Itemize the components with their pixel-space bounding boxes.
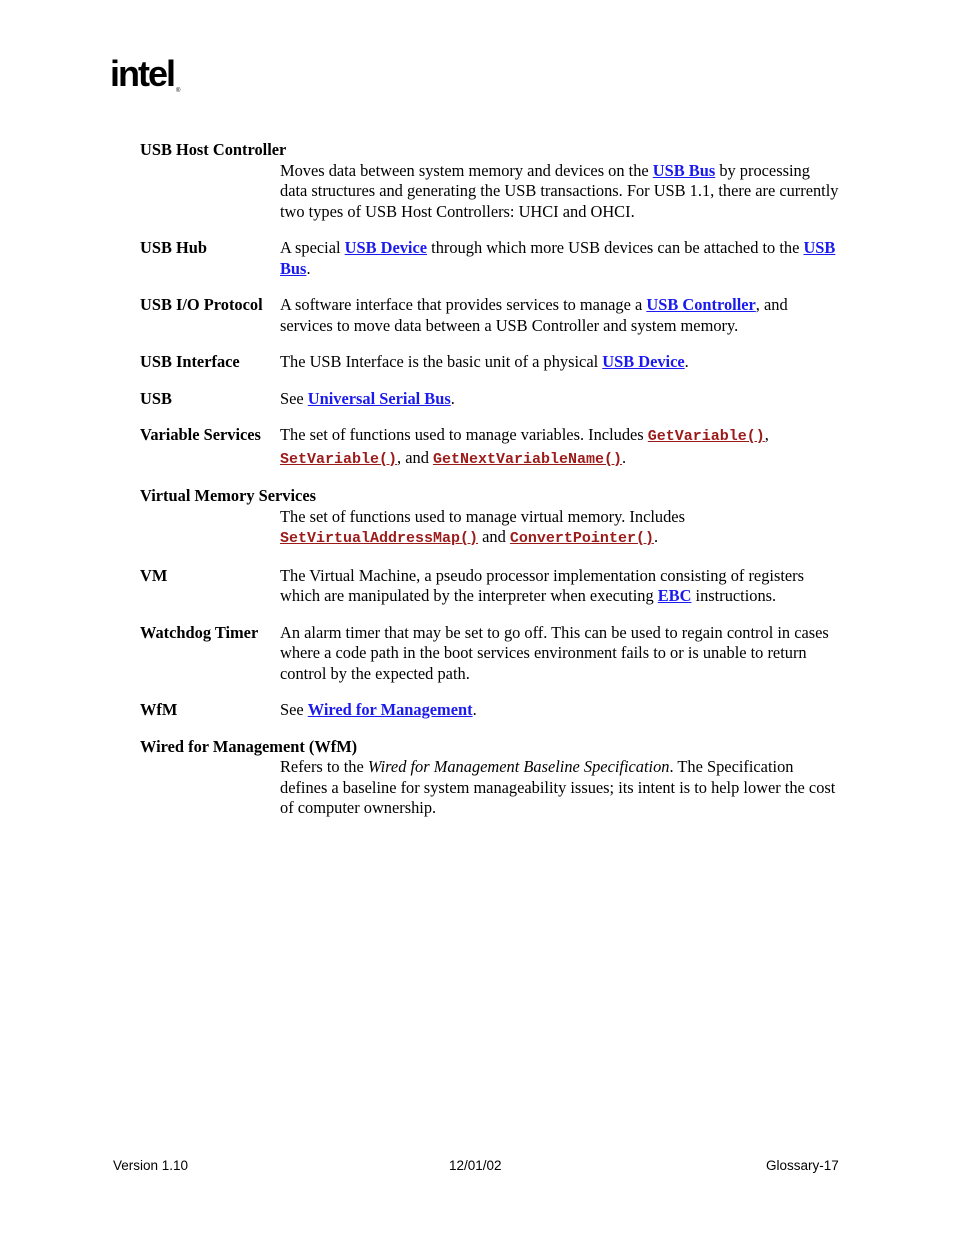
glossary-definition [280,700,840,721]
definition-text: The set of functions used to manage variables. Includes [280,425,648,444]
logo-registered-mark: ® [176,88,181,94]
definition-text: The Virtual Machine, a pseudo processor implementation consisting of registers which are manipulated by the interpreter when executing [280,565,804,605]
glossary-entries [140,140,840,819]
definition-text: by processing data structures and generating the USB transactions. For USB 1.1, there are currently two types of USB Host Controllers: UHCI and OHCI. [280,160,839,221]
definition-text: and [478,527,510,546]
glossary-entry-wired-for-management [140,737,840,819]
link-universal-serial-bus[interactable]: Universal Serial Bus [307,388,451,408]
function-link-getvariable[interactable]: GetVariable() [647,428,765,445]
definition-text: See [280,700,308,719]
link-wired-for-management[interactable]: Wired for Management [307,700,473,719]
definition-text: The USB Interface is the basic unit of a physical [280,352,603,371]
definition-text: See [280,388,308,408]
link-usb-controller[interactable]: USB Controller [646,295,756,314]
glossary-term: Watchdog Timer [140,622,259,642]
glossary-definition [280,623,840,685]
definition-text: through which more USB devices can be attached to the [427,238,804,257]
definition-text: . [472,700,477,719]
definition-text: , and [397,447,433,467]
glossary-term: USB Host Controller [140,140,287,159]
definition-text: The set of functions used to manage virtual memory. Includes [280,506,685,526]
definition-text: . [306,258,311,278]
definition-text: Moves data between system memory and devices on the [280,160,653,180]
logo-text: intel [110,56,175,94]
definition-text: A software interface that provides services to manage a [280,295,647,314]
specification-title: Wired for Management Baseline Specification [367,757,670,776]
function-link-setvirtualaddressmap[interactable]: SetVirtualAddressMap() [280,530,479,547]
glossary-entry-usb-host-controller [140,140,840,222]
glossary-term: VM [140,565,168,585]
definition-text: A special [280,238,345,257]
glossary-definition [280,757,840,819]
glossary-definition [280,507,840,550]
glossary-term: USB Hub [140,238,207,257]
intel-logo [110,56,190,104]
definition-text: Refers to the [280,757,368,776]
definition-text: . The Specification defines a baseline for system manageability issues; its intent is to help lower the cost of computer ownership. [280,757,836,817]
glossary-entry-virtual-memory-services [140,486,840,550]
definition-text: , and services to move data between a USB Controller and system memory. [280,295,788,335]
glossary-term: Variable Services [140,425,261,444]
definition-text: An alarm timer that may be set to go off. This can be used to regain control in cases where a code path in the boot services environment fails to or is unable to return control by the expected path. [280,622,829,683]
glossary-entry-usb-io-protocol [140,295,840,336]
glossary-term: Virtual Memory Services [140,486,316,505]
glossary-entry-watchdog-timer [140,623,840,685]
glossary-entry-wfm [140,700,840,721]
footer-date: 12/01/02 [449,1158,502,1173]
glossary-definition [280,389,840,410]
glossary-entry-vm [140,566,840,607]
glossary-entry-usb [140,389,840,410]
glossary-definition [280,566,840,607]
function-link-getnextvariablename[interactable]: GetNextVariableName() [433,450,623,468]
glossary-entry-usb-interface [140,352,840,373]
link-usb-device[interactable]: USB Device [344,238,428,257]
definition-text: . [450,388,455,408]
link-usb-device[interactable]: USB Device [602,352,685,371]
glossary-term: Wired for Management (WfM) [140,736,358,756]
glossary-definition [280,295,840,336]
link-usb-bus[interactable]: USB Bus [652,160,716,180]
glossary-entry-variable-services [140,425,840,470]
glossary-definition [280,161,840,223]
glossary-term: USB I/O Protocol [140,295,263,314]
footer-version: Version 1.10 [113,1158,189,1173]
glossary-definition [280,352,840,373]
definition-text: instructions. [691,586,777,605]
function-link-setvariable[interactable]: SetVariable() [280,450,398,468]
glossary-entry-usb-hub [140,238,840,279]
link-usb-bus[interactable]: USB Bus [280,238,836,278]
footer-page-number: Glossary-17 [766,1158,839,1173]
link-ebc[interactable]: EBC [657,586,692,605]
glossary-definition [280,425,840,470]
function-link-convertpointer[interactable]: ConvertPointer() [509,530,654,547]
definition-text: . [684,352,689,371]
definition-text: . [653,527,659,546]
definition-text: , [764,425,769,444]
glossary-term: USB Interface [140,352,240,371]
glossary-term: USB [140,388,172,408]
glossary-definition [280,238,840,279]
glossary-term: WfM [140,700,178,719]
definition-text: . [622,447,627,467]
